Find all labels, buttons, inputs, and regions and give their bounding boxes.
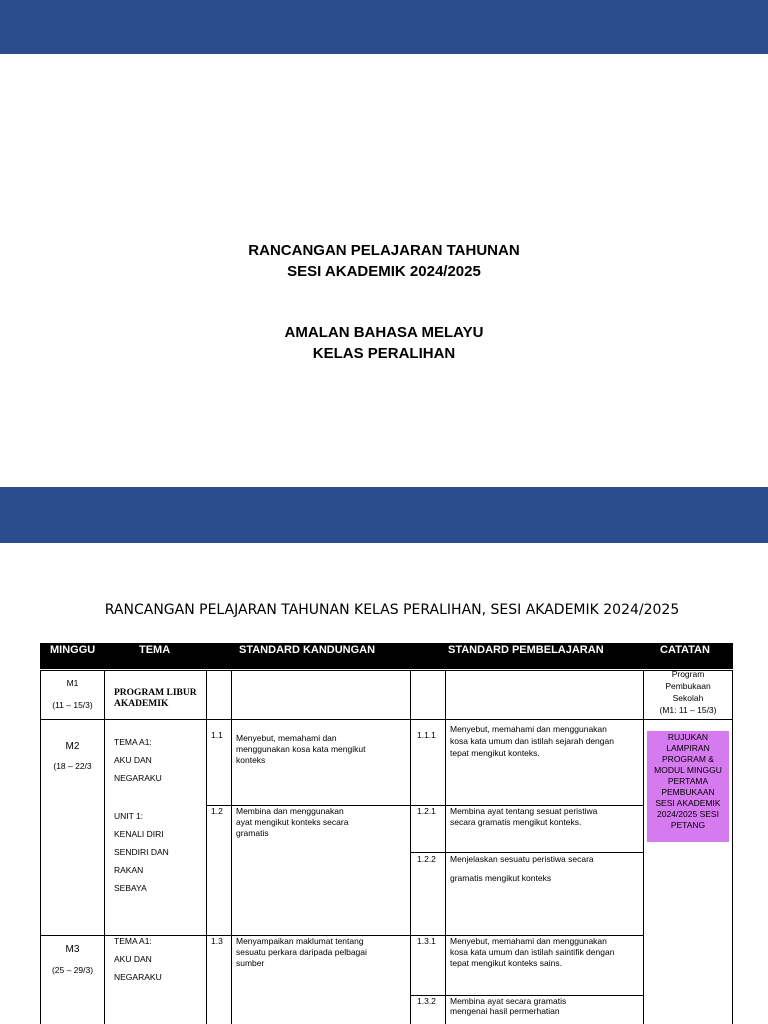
m1-catatan-line1: Program	[671, 669, 705, 679]
m3-tema-line2: AKU DAN	[114, 954, 152, 964]
sp-1-1-1-line2: kosa kata umum dan istilah sejarah dengan	[450, 736, 614, 746]
sp-1-2-2-line2: gramatis mengikut konteks	[450, 873, 552, 883]
m3-tema-block	[114, 936, 162, 990]
m1-sk-cell	[231, 670, 411, 720]
m1-catatan-line2: Pembukaan	[665, 681, 711, 691]
m2-tema-line3: NEGARAKU	[114, 773, 162, 783]
sp-1-3-1-cell	[445, 935, 644, 996]
sp-1-2-1-code-cell	[410, 805, 446, 853]
sheet-heading: RANCANGAN PELAJARAN TAHUNAN KELAS PERALIHAN, SESI AKADEMIK 2024/2025	[104, 602, 680, 618]
sp-1-2-2-code-cell	[410, 852, 446, 936]
m2-dates: (18 – 22/3	[53, 761, 92, 771]
sp-1-2-2-cell	[445, 852, 644, 936]
note-line1: RUJUKAN	[667, 732, 709, 742]
m1-sk-code-cell	[206, 670, 232, 720]
sk-1-2-code: 1.2	[211, 806, 223, 816]
sk-1-2-line1: Membina dan menggunakan	[236, 806, 344, 816]
sk-1-1-cell	[231, 719, 411, 806]
m1-catatan-cell	[643, 670, 733, 720]
m1-sp-code-cell	[410, 670, 446, 720]
sp-1-3-1-line1: Menyebut, memahami dan menggunakan	[450, 936, 607, 946]
sk-1-2-line3: gramatis	[236, 828, 269, 838]
m3-tema-cell	[104, 935, 207, 1024]
table-header-row	[40, 643, 733, 669]
m2-unit-line3: SENDIRI DAN	[114, 847, 169, 857]
sp-1-3-1-code: 1.3.1	[417, 936, 436, 946]
sp-1-1-1-line1: Menyebut, memahami dan menggunakan	[450, 724, 607, 734]
m3-tema-line1: TEMA A1:	[114, 936, 152, 946]
m1-minggu-cell	[40, 670, 105, 720]
sp-1-2-1-line2: secara gramatis mengikut konteks.	[450, 817, 582, 827]
top-banner	[0, 0, 768, 54]
cover-title-block	[0, 240, 768, 282]
m2-unit-line4: RAKAN	[114, 865, 144, 875]
sk-1-2-cell	[231, 805, 411, 936]
sp-1-2-1-line1: Membina ayat tentang sesuat peristiwa	[450, 806, 598, 816]
m2-tema-block	[114, 737, 162, 791]
note-line4: MODUL MINGGU	[654, 765, 722, 775]
m2-tema-line1: TEMA A1:	[114, 737, 152, 747]
m1-tema-cell	[104, 670, 207, 720]
sp-1-1-1-cell	[445, 719, 644, 806]
sp-1-3-2-line1: Membina ayat secara gramatis	[450, 996, 567, 1006]
sp-1-2-1-code: 1.2.1	[417, 806, 436, 816]
header-tema: TEMA	[139, 644, 171, 656]
note-line3: PROGRAM &	[662, 754, 714, 764]
section-banner	[0, 487, 768, 543]
cover-subject-line1: AMALAN BAHASA MELAYU	[284, 324, 484, 341]
m1-week: M1	[66, 678, 79, 688]
sk-1-1-line1: Menyebut, memahami dan	[236, 733, 337, 743]
sp-1-3-1-line2: kosa kata umum dan istilah saintifik dengan	[450, 947, 615, 957]
lesson-plan-table	[40, 643, 733, 1024]
sp-1-3-2-cell	[445, 995, 644, 1024]
m1-catatan-line4: (M1: 11 – 15/3)	[659, 705, 717, 715]
m1-dates: (11 – 15/3)	[52, 700, 93, 710]
note-line5: PERTAMA	[667, 776, 709, 786]
m2-unit-block	[114, 811, 169, 901]
sk-1-2-line2: ayat mengikut konteks secara	[236, 817, 349, 827]
note-line9: PETANG	[670, 820, 706, 830]
m2-unit-line5: SEBAYA	[114, 883, 147, 893]
sk-1-3-code-cell	[206, 935, 232, 1024]
m3-tema-line3: NEGARAKU	[114, 972, 162, 982]
sp-1-3-2-code-cell	[410, 995, 446, 1024]
sk-1-1-line3: konteks	[236, 755, 266, 765]
header-catatan: CATATAN	[660, 644, 710, 656]
sk-1-3-line3: sumber	[236, 958, 265, 968]
header-minggu: MINGGU	[50, 644, 96, 656]
m2-week: M2	[65, 741, 80, 752]
sk-1-1-code-cell	[206, 719, 232, 806]
sk-1-1-code: 1.1	[211, 730, 223, 740]
sp-1-3-1-code-cell	[410, 935, 446, 996]
cover-subject-block	[0, 322, 768, 364]
sp-1-3-2-code: 1.3.2	[417, 996, 436, 1006]
m3-minggu-cell	[40, 935, 105, 1024]
m2-minggu-cell	[40, 719, 105, 936]
m1-tema-line2: AKADEMIK	[114, 699, 169, 709]
m1-sp-cell	[445, 670, 644, 720]
m2-unit-line1: UNIT 1:	[114, 811, 144, 821]
sk-1-3-code: 1.3	[211, 936, 223, 946]
sk-1-3-line1: Menyampaikan maklumat tentang	[236, 936, 364, 946]
sp-1-2-1-cell	[445, 805, 644, 853]
m1-catatan-line3: Sekolah	[672, 693, 704, 703]
cover-title-line1: RANCANGAN PELAJARAN TAHUNAN	[248, 242, 520, 259]
header-standard-pembelajaran: STANDARD PEMBELAJARAN	[448, 644, 604, 656]
m2-unit-line2: KENALI DIRI	[114, 829, 164, 839]
header-standard-kandungan: STANDARD KANDUNGAN	[239, 644, 376, 656]
sk-1-2-code-cell	[206, 805, 232, 936]
m1-tema-line1: PROGRAM LIBUR	[114, 688, 197, 698]
sk-1-3-cell	[231, 935, 411, 1024]
cover-title-line2: SESI AKADEMIK 2024/2025	[287, 263, 481, 280]
m2-tema-cell	[104, 719, 207, 936]
sk-1-1-line2: menggunakan kosa kata mengikut	[236, 744, 366, 754]
sp-1-3-2-line2: mengenai hasil permerhatian	[450, 1006, 560, 1016]
sp-1-2-2-code: 1.2.2	[417, 854, 436, 864]
note-line2: LAMPIRAN	[666, 743, 710, 753]
note-line8: 2024/2025 SESI	[657, 809, 719, 819]
m3-dates: (25 – 29/3)	[51, 965, 94, 975]
m3-week: M3	[65, 944, 80, 955]
m2-tema-line2: AKU DAN	[114, 755, 152, 765]
sp-1-3-1-line3: tepat mengikut konteks sains.	[450, 958, 562, 968]
cover-subject-line2: KELAS PERALIHAN	[312, 345, 456, 362]
program-reference-note	[647, 731, 729, 842]
note-line7: SESI AKADEMIK	[655, 798, 721, 808]
sp-1-1-1-code-cell	[410, 719, 446, 806]
note-line6: PEMBUKAAN	[661, 787, 715, 797]
sp-1-1-1-code: 1.1.1	[417, 730, 436, 740]
sp-1-1-1-line3: tepat mengikut konteks.	[450, 748, 540, 758]
sk-1-3-line2: sesuatu perkara daripada pelbagai	[236, 947, 367, 957]
sp-1-2-2-line1: Menjelaskan sesuatu peristiwa secara	[450, 854, 594, 864]
